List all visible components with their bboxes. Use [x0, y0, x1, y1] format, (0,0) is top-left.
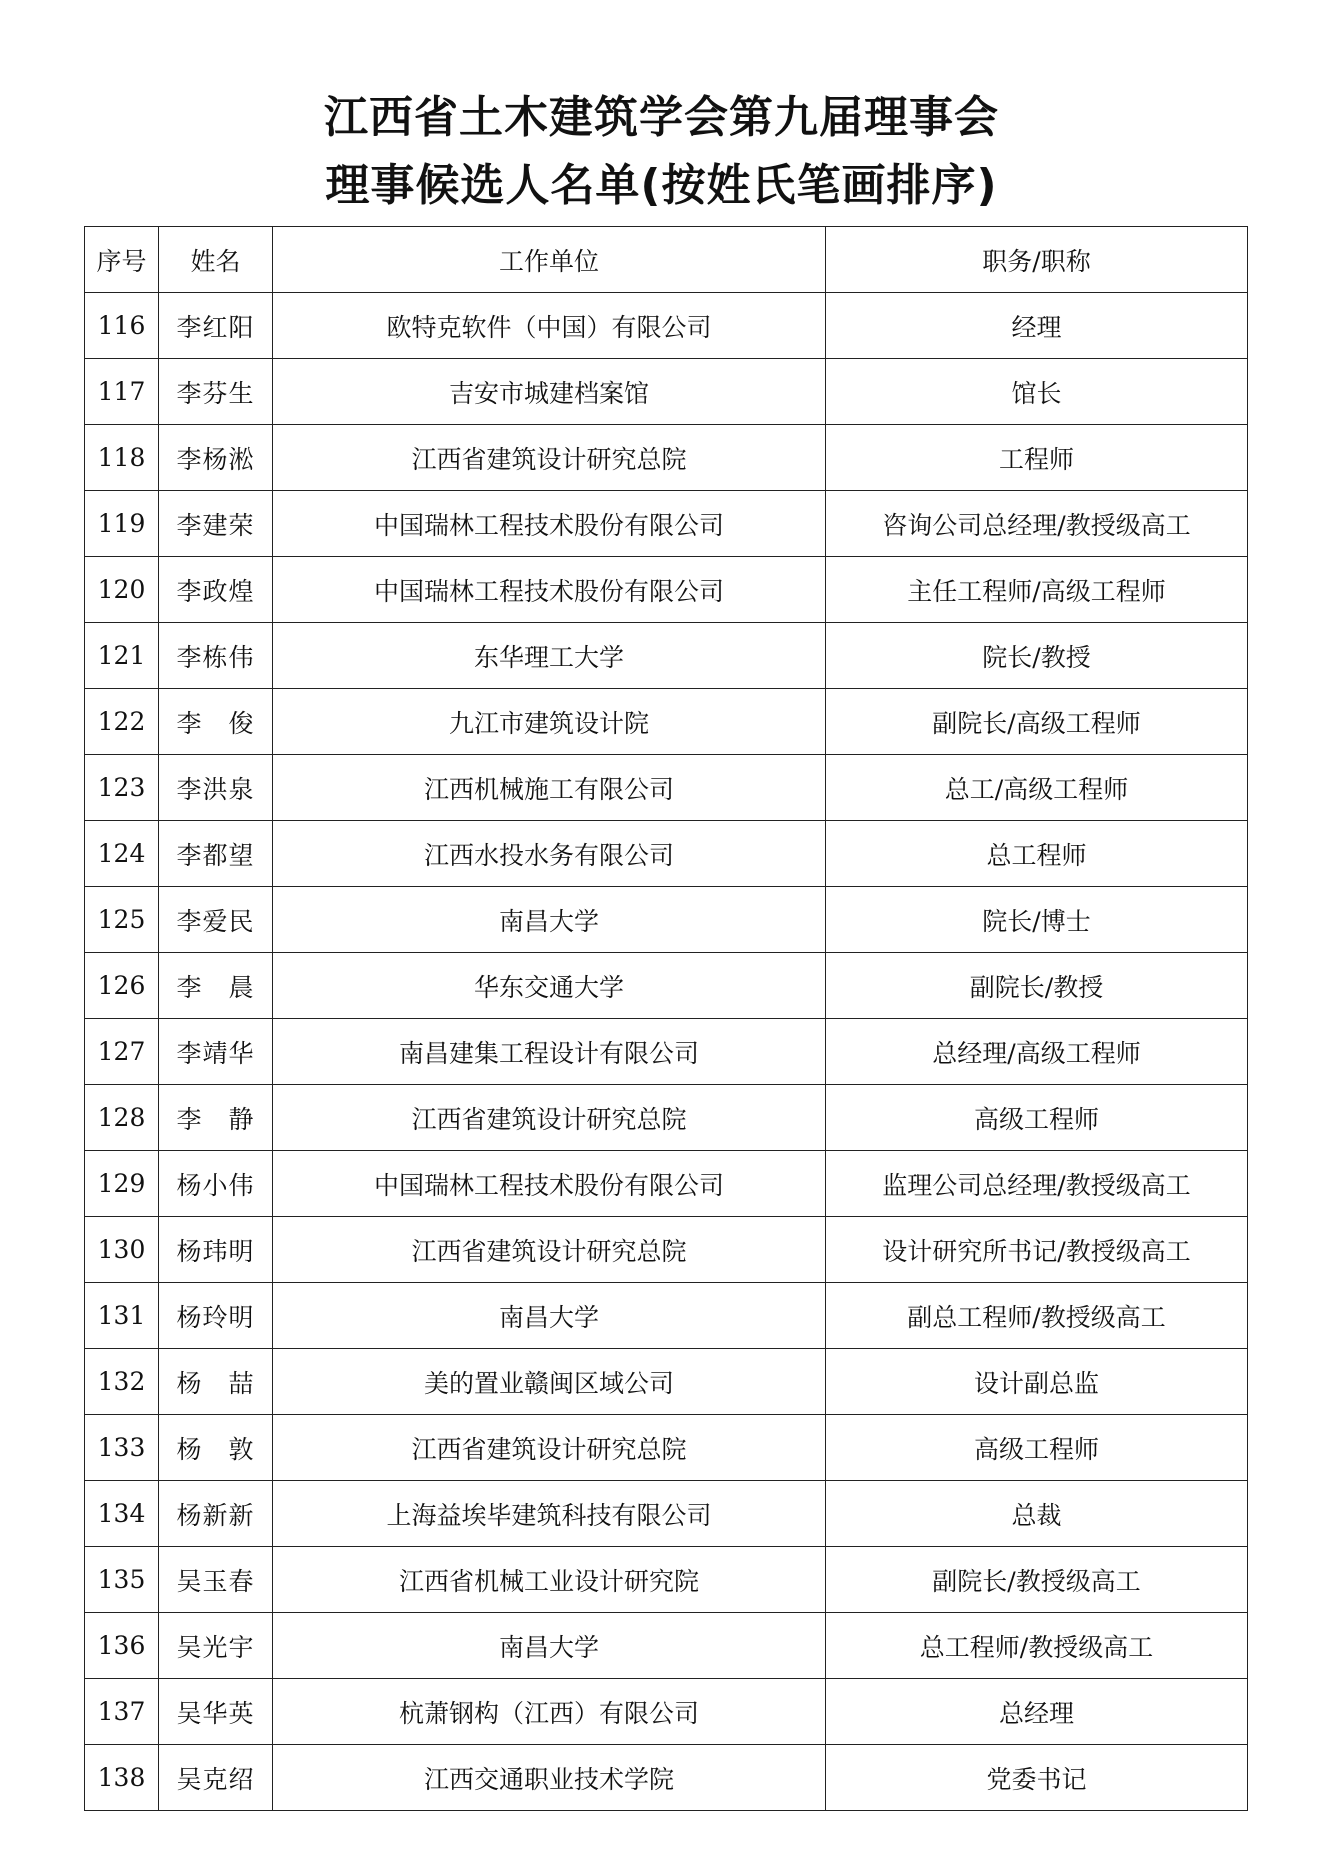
position-title-cell: 设计研究所书记/教授级高工 — [826, 1217, 1248, 1283]
serial-number-cell: 136 — [85, 1613, 159, 1679]
name-cell: 李都望 — [159, 821, 273, 887]
header-row — [85, 227, 1248, 293]
serial-number-cell: 131 — [85, 1283, 159, 1349]
name-cell: 李建荣 — [159, 491, 273, 557]
position-title-cell: 总经理 — [826, 1679, 1248, 1745]
work-unit-cell: 江西省机械工业设计研究院 — [273, 1547, 826, 1613]
position-title-cell: 总裁 — [826, 1481, 1248, 1547]
name-cell: 杨新新 — [159, 1481, 273, 1547]
name-cell: 杨玲明 — [159, 1283, 273, 1349]
document-subtitle: 理事候选人名单(按姓氏笔画排序) — [325, 160, 998, 211]
work-unit-cell: 中国瑞林工程技术股份有限公司 — [273, 1151, 826, 1217]
name-cell: 李爱民 — [159, 887, 273, 953]
name-cell: 杨 敦 — [159, 1415, 273, 1481]
work-unit-cell: 江西水投水务有限公司 — [273, 821, 826, 887]
name-cell: 吴光宇 — [159, 1613, 273, 1679]
name-cell: 杨小伟 — [159, 1151, 273, 1217]
table-row — [85, 1019, 1248, 1085]
table-row — [85, 689, 1248, 755]
work-unit-cell: 九江市建筑设计院 — [273, 689, 826, 755]
serial-number-cell: 128 — [85, 1085, 159, 1151]
table-row — [85, 755, 1248, 821]
serial-number-cell: 135 — [85, 1547, 159, 1613]
position-title-cell: 高级工程师 — [826, 1085, 1248, 1151]
position-title-cell: 副院长/教授 — [826, 953, 1248, 1019]
serial-number-cell: 137 — [85, 1679, 159, 1745]
name-cell: 杨 喆 — [159, 1349, 273, 1415]
position-title-cell: 总工程师/教授级高工 — [826, 1613, 1248, 1679]
position-title-cell: 总工/高级工程师 — [826, 755, 1248, 821]
serial-number-cell: 119 — [85, 491, 159, 557]
work-unit-cell: 美的置业赣闽区域公司 — [273, 1349, 826, 1415]
work-unit-cell: 上海益埃毕建筑科技有限公司 — [273, 1481, 826, 1547]
name-cell: 李杨淞 — [159, 425, 273, 491]
work-unit-cell: 南昌大学 — [273, 1283, 826, 1349]
table-row — [85, 1283, 1248, 1349]
table-row — [85, 1217, 1248, 1283]
position-title-cell: 总工程师 — [826, 821, 1248, 887]
position-title-cell: 副院长/高级工程师 — [826, 689, 1248, 755]
position-title-cell: 院长/教授 — [826, 623, 1248, 689]
serial-number-cell: 138 — [85, 1745, 159, 1811]
position-title-cell: 副总工程师/教授级高工 — [826, 1283, 1248, 1349]
name-cell: 李 俊 — [159, 689, 273, 755]
serial-number-cell: 120 — [85, 557, 159, 623]
position-title-cell: 党委书记 — [826, 1745, 1248, 1811]
position-title-cell: 咨询公司总经理/教授级高工 — [826, 491, 1248, 557]
name-cell: 吴克绍 — [159, 1745, 273, 1811]
serial-number-cell: 134 — [85, 1481, 159, 1547]
name-cell: 李红阳 — [159, 293, 273, 359]
name-cell: 李靖华 — [159, 1019, 273, 1085]
serial-number-cell: 124 — [85, 821, 159, 887]
header-position-title: 职务/职称 — [826, 227, 1248, 293]
table-row — [85, 1547, 1248, 1613]
name-cell: 李栋伟 — [159, 623, 273, 689]
table-row — [85, 1415, 1248, 1481]
table-row — [85, 821, 1248, 887]
work-unit-cell: 杭萧钢构（江西）有限公司 — [273, 1679, 826, 1745]
position-title-cell: 监理公司总经理/教授级高工 — [826, 1151, 1248, 1217]
work-unit-cell: 江西交通职业技术学院 — [273, 1745, 826, 1811]
table-row — [85, 293, 1248, 359]
position-title-cell: 设计副总监 — [826, 1349, 1248, 1415]
header-work-unit: 工作单位 — [273, 227, 826, 293]
table-row — [85, 557, 1248, 623]
name-cell: 李芬生 — [159, 359, 273, 425]
name-cell: 李洪泉 — [159, 755, 273, 821]
work-unit-cell: 吉安市城建档案馆 — [273, 359, 826, 425]
serial-number-cell: 127 — [85, 1019, 159, 1085]
table-row — [85, 887, 1248, 953]
serial-number-cell: 133 — [85, 1415, 159, 1481]
table-row — [85, 1151, 1248, 1217]
table-header — [85, 227, 1248, 293]
serial-number-cell: 123 — [85, 755, 159, 821]
serial-number-cell: 116 — [85, 293, 159, 359]
serial-number-cell: 132 — [85, 1349, 159, 1415]
position-title-cell: 副院长/教授级高工 — [826, 1547, 1248, 1613]
table-row — [85, 491, 1248, 557]
table-row — [85, 1085, 1248, 1151]
work-unit-cell: 江西省建筑设计研究总院 — [273, 1415, 826, 1481]
table-row — [85, 359, 1248, 425]
work-unit-cell: 江西省建筑设计研究总院 — [273, 1085, 826, 1151]
document-title: 江西省土木建筑学会第九届理事会 — [324, 92, 999, 143]
work-unit-cell: 江西省建筑设计研究总院 — [273, 1217, 826, 1283]
serial-number-cell: 130 — [85, 1217, 159, 1283]
position-title-cell: 高级工程师 — [826, 1415, 1248, 1481]
position-title-cell: 总经理/高级工程师 — [826, 1019, 1248, 1085]
serial-number-cell: 121 — [85, 623, 159, 689]
name-cell: 吴玉春 — [159, 1547, 273, 1613]
header-serial-number: 序号 — [85, 227, 159, 293]
table-row — [85, 623, 1248, 689]
table-row — [85, 425, 1248, 491]
serial-number-cell: 122 — [85, 689, 159, 755]
work-unit-cell: 中国瑞林工程技术股份有限公司 — [273, 557, 826, 623]
position-title-cell: 主任工程师/高级工程师 — [826, 557, 1248, 623]
name-cell: 杨玮明 — [159, 1217, 273, 1283]
work-unit-cell: 江西机械施工有限公司 — [273, 755, 826, 821]
name-cell: 李政煌 — [159, 557, 273, 623]
table-row — [85, 1349, 1248, 1415]
table-row — [85, 1613, 1248, 1679]
work-unit-cell: 欧特克软件（中国）有限公司 — [273, 293, 826, 359]
serial-number-cell: 125 — [85, 887, 159, 953]
position-title-cell: 工程师 — [826, 425, 1248, 491]
table-row — [85, 1481, 1248, 1547]
table-row — [85, 953, 1248, 1019]
serial-number-cell: 118 — [85, 425, 159, 491]
work-unit-cell: 东华理工大学 — [273, 623, 826, 689]
serial-number-cell: 126 — [85, 953, 159, 1019]
name-cell: 李 晨 — [159, 953, 273, 1019]
serial-number-cell: 117 — [85, 359, 159, 425]
serial-number-cell: 129 — [85, 1151, 159, 1217]
work-unit-cell: 中国瑞林工程技术股份有限公司 — [273, 491, 826, 557]
work-unit-cell: 南昌建集工程设计有限公司 — [273, 1019, 826, 1085]
name-cell: 李 静 — [159, 1085, 273, 1151]
header-name: 姓名 — [159, 227, 273, 293]
table-row — [85, 1679, 1248, 1745]
table-row — [85, 1745, 1248, 1811]
position-title-cell: 馆长 — [826, 359, 1248, 425]
candidate-table — [84, 226, 1248, 1811]
name-cell: 吴华英 — [159, 1679, 273, 1745]
work-unit-cell: 南昌大学 — [273, 887, 826, 953]
table-body — [85, 293, 1248, 1811]
work-unit-cell: 华东交通大学 — [273, 953, 826, 1019]
work-unit-cell: 江西省建筑设计研究总院 — [273, 425, 826, 491]
position-title-cell: 院长/博士 — [826, 887, 1248, 953]
position-title-cell: 经理 — [826, 293, 1248, 359]
work-unit-cell: 南昌大学 — [273, 1613, 826, 1679]
